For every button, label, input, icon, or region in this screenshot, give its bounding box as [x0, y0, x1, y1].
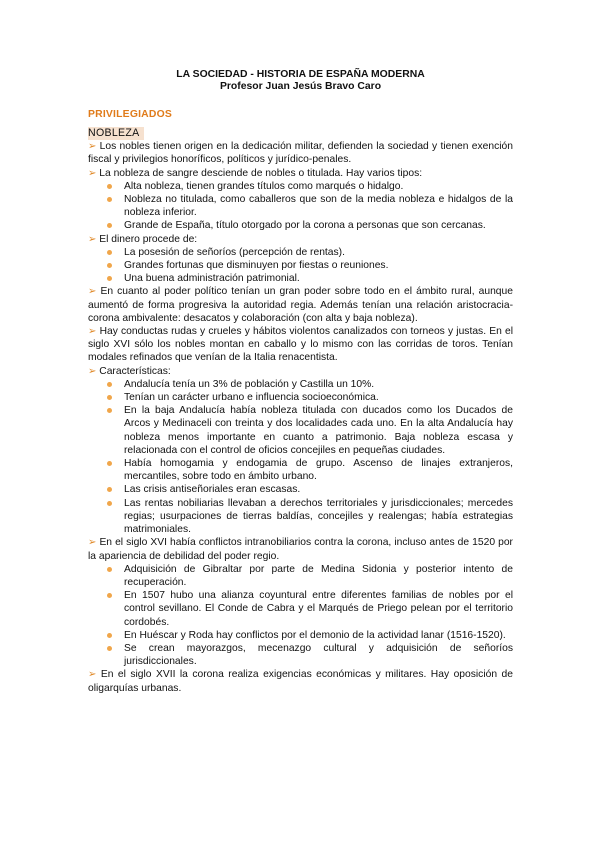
list-item-text: En 1507 hubo una alianza coyuntural entre diferentes familias de nobles por el control sevillano. El Conde de Cabra y el Marqués de Priego pelean por el territorio cordobés.	[124, 590, 513, 628]
document-body	[88, 140, 513, 695]
list-item-text: Adquisición de Gibraltar por parte de Medina Sidonia y posterior intento de recuperación.	[124, 563, 513, 588]
bullet-dot-icon	[107, 633, 112, 638]
document-title: LA SOCIEDAD - HISTORIA DE ESPAÑA MODERNA	[176, 69, 425, 80]
arrow-bullet-icon: ➢	[88, 326, 97, 338]
list-item	[107, 629, 513, 642]
list-item-text: Una buena administración patrimonial.	[124, 273, 300, 285]
list-item	[107, 589, 513, 629]
list-item	[107, 497, 513, 537]
list-item	[107, 483, 513, 496]
list-item	[107, 457, 513, 483]
arrow-bullet-icon: ➢	[88, 141, 97, 153]
list-item	[107, 378, 513, 391]
paragraph	[88, 325, 513, 365]
list-item	[107, 404, 513, 457]
arrow-bullet-icon: ➢	[88, 167, 97, 179]
list-item	[107, 391, 513, 404]
bullet-list	[88, 180, 513, 233]
bullet-dot-icon	[107, 646, 112, 651]
list-item	[107, 563, 513, 589]
list-item	[107, 193, 513, 219]
list-item-text: En la baja Andalucía había nobleza titulada con ducados como los Ducados de Arcos y Medinaceli con treinta y dos localidades cada uno. En la alta Andalucía hay nobleza menos importante en cuanto a patrimonio. Baja nobleza escasa y relacionada con el control de oficios concejiles en pequeñas ciudades.	[124, 405, 513, 456]
paragraph	[88, 233, 513, 246]
list-item	[107, 272, 513, 285]
paragraph	[88, 167, 513, 180]
list-item-text: Había homogamia y endogamia de grupo. Ascenso de linajes extranjeros, mercantiles, sobre todo en ámbito urbano.	[124, 458, 513, 483]
arrow-bullet-icon: ➢	[88, 669, 97, 681]
arrow-bullet-icon: ➢	[88, 537, 97, 549]
bullet-dot-icon	[107, 382, 112, 387]
list-item-text: Andalucía tenía un 3% de población y Castilla un 10%.	[124, 378, 375, 390]
subsection-heading: NOBLEZA	[88, 127, 144, 140]
list-item-text: Las rentas nobiliarias llevaban a derechos territoriales y jurisdiccionales; mercedes regias; usurpaciones de tierras baldías, concejiles y realengas; había estrategias matrimoniales.	[124, 497, 513, 536]
list-item-text: En Huéscar y Roda hay conflictos por el demonio de la actividad lanar (1516-1520).	[124, 629, 506, 641]
bullet-dot-icon	[107, 263, 112, 268]
bullet-dot-icon	[107, 487, 112, 492]
list-item	[107, 642, 513, 668]
list-item	[107, 259, 513, 272]
bullet-list	[88, 378, 513, 536]
list-item-text: Alta nobleza, tienen grandes títulos como marqués o hidalgo.	[124, 180, 404, 192]
paragraph-text: Características:	[99, 365, 171, 377]
bullet-dot-icon	[107, 408, 112, 413]
list-item-text: La posesión de señoríos (percepción de rentas).	[124, 246, 345, 258]
list-item-text: Se crean mayorazgos, mecenazgo cultural y adquisición de señoríos jurisdiccionales.	[124, 642, 513, 668]
paragraph-text: En cuanto al poder político tenían un gran poder sobre todo en el ámbito rural, aunque aumentó de forma progresiva la autoridad regia. Además tenían una relación aristocracia-corona ambivalente: desacatos y colaboración (con alta y baja nobleza).	[88, 286, 513, 324]
arrow-bullet-icon: ➢	[88, 365, 97, 377]
paragraph-text: Hay conductas rudas y crueles y hábitos violentos canalizados con torneos y justas. En el siglo XVI sólo los nobles montan en caballo y lo mismo con las corridas de toros. Tenían modales refinados que venían de la Italia renacentista.	[88, 326, 513, 364]
list-item	[107, 246, 513, 259]
bullet-dot-icon	[107, 223, 112, 228]
bullet-dot-icon	[107, 501, 112, 506]
paragraph-text: En el siglo XVI había conflictos intranobiliarios contra la corona, incluso antes de 1520 por la apariencia de debilidad del poder regio.	[88, 537, 513, 562]
arrow-bullet-icon: ➢	[88, 233, 97, 245]
paragraph-text: El dinero procede de:	[99, 233, 198, 245]
professor-name: Profesor Juan Jesús Bravo Caro	[219, 81, 382, 92]
list-item-text: Tenían un carácter urbano e influencia socioeconómica.	[124, 392, 379, 404]
list-item-text: Las crisis antiseñoriales eran escasas.	[124, 484, 301, 496]
paragraph	[88, 668, 513, 694]
bullet-dot-icon	[107, 197, 112, 202]
paragraph	[88, 536, 513, 562]
section-heading: PRIVILEGIADOS	[88, 109, 173, 120]
bullet-list	[88, 246, 513, 286]
bullet-dot-icon	[107, 567, 112, 572]
bullet-dot-icon	[107, 250, 112, 255]
bullet-list	[88, 563, 513, 669]
list-item-text: Grandes fortunas que disminuyen por fiestas o reuniones.	[124, 260, 389, 272]
paragraph-text: La nobleza de sangre desciende de nobles o titulada. Hay varios tipos:	[99, 167, 423, 179]
paragraph	[88, 365, 513, 378]
paragraph-text: En el siglo XVII la corona realiza exigencias económicas y militares. Hay oposición de oligarquías urbanas.	[88, 669, 513, 694]
paragraph	[88, 140, 513, 166]
list-item-text: Nobleza no titulada, como caballeros que son de la media nobleza e hidalgos de la nobleza inferior.	[124, 194, 513, 219]
arrow-bullet-icon: ➢	[88, 286, 97, 298]
bullet-dot-icon	[107, 276, 112, 281]
paragraph-text: Los nobles tienen origen en la dedicación militar, defienden la sociedad y tienen exención fiscal y privilegios honoríficos, políticos y jurídico-penales.	[88, 141, 513, 166]
list-item-text: Grande de España, título otorgado por la corona a personas que son cercanas.	[124, 220, 486, 232]
paragraph	[88, 285, 513, 325]
list-item	[107, 219, 513, 232]
list-item	[107, 180, 513, 193]
bullet-dot-icon	[107, 461, 112, 466]
bullet-dot-icon	[107, 184, 112, 189]
bullet-dot-icon	[107, 395, 112, 400]
bullet-dot-icon	[107, 593, 112, 598]
